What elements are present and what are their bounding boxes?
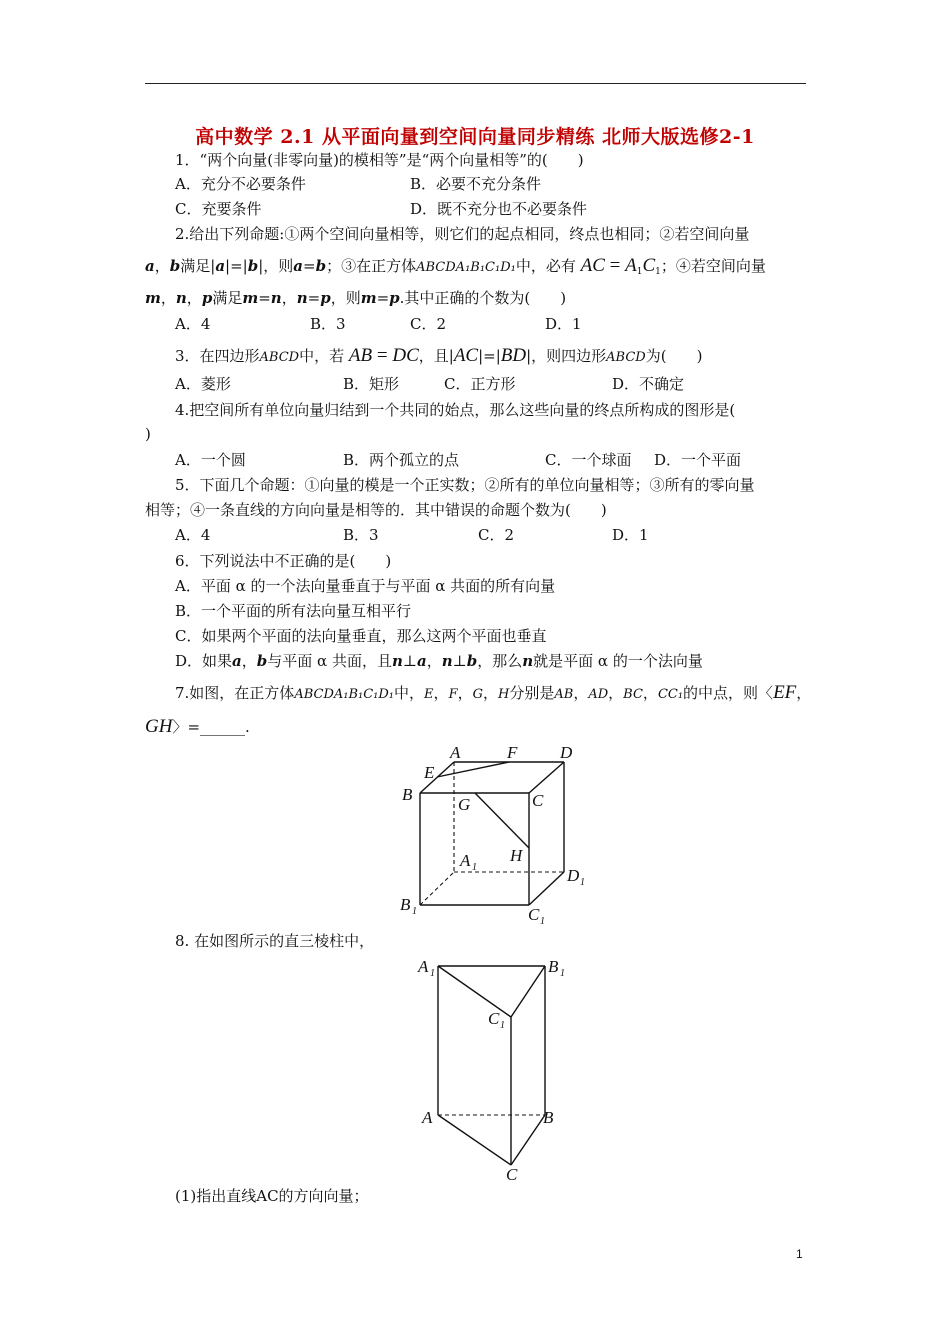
prism-label-a: A [422,1108,433,1127]
cube-label-d1-sub: 1 [580,877,585,888]
cube-label-c: C [532,791,544,810]
prism-label-c: C [506,1165,518,1182]
cube-label-c1-sub: 1 [540,916,545,927]
q4-option-d: D．一个平面 [654,451,742,469]
prism-label-a1: A [418,957,429,976]
prism-figure [410,952,580,1182]
q1-option-b: B．必要不充分条件 [410,175,542,193]
q5-line1: 5．下面几个命题：①向量的模是一个正实数；②所有的单位向量相等；③所有的零向量 [175,476,755,494]
page-number: 1 [796,1247,803,1261]
q4-option-c: C．一个球面 [545,451,632,469]
q1-option-a: A．充分不必要条件 [175,175,306,193]
q2-option-d: D．1 [545,315,582,333]
cube-label-f: F [507,743,518,762]
q3-option-d: D．不确定 [612,375,685,393]
q5-option-b: B．3 [343,526,379,544]
prism-label-c1-sub: 1 [500,1020,505,1031]
q8-subquestion-1: (1)指出直线AC的方向向量； [175,1187,369,1205]
cube-label-d1: D [567,866,580,885]
cube-label-b1: B [400,895,411,914]
q3-option-a: A．菱形 [175,375,231,393]
cube-label-c1: C [528,905,540,924]
q6-option-b: B．一个平面的所有法向量互相平行 [175,602,412,620]
q2-option-c: C．2 [410,315,447,333]
q6-option-d: D．如果a，b与平面 α 共面，且n⊥a，n⊥b，那么n就是平面 α 的一个法向量 [175,652,703,670]
q4-line2: ) [145,425,151,443]
cube-label-e: E [424,763,435,782]
q2-option-b: B．3 [310,315,346,333]
q1-option-c: C．充要条件 [175,200,262,218]
page-title: 高中数学 2.1 从平面向量到空间向量同步精练 北师大版选修2-1 [195,126,755,148]
q2-line1: 2.给出下列命题:①两个空间向量相等，则它们的起点相同，终点也相同；②若空间向量 [175,225,750,243]
q5-option-a: A．4 [175,526,211,544]
prism-label-b: B [543,1108,554,1127]
q3-option-c: C．正方形 [444,375,516,393]
q5-line2: 相等；④一条直线的方向向量是相等的．其中错误的命题个数为( ) [145,501,607,519]
q6-stem: 6．下列说法中不正确的是( ) [175,552,392,570]
q6-option-a: A．平面 α 的一个法向量垂直于与平面 α 共面的所有向量 [175,577,556,595]
q7-line2: GH〉=______. [145,716,250,737]
q8-stem: 8. 在如图所示的直三棱柱中， [175,932,375,950]
prism-label-a1-sub: 1 [430,968,435,979]
q2-option-a: A．4 [175,315,211,333]
header-rule [145,83,806,84]
cube-label-b1-sub: 1 [412,906,417,917]
q3-option-b: B．矩形 [343,375,400,393]
q1-stem: 1．“两个向量(非零向量)的模相等”是“两个向量相等”的( ) [175,151,584,169]
q4-option-a: A．一个圆 [175,451,246,469]
q5-option-c: C．2 [478,526,515,544]
q5-option-d: D．1 [612,526,649,544]
cube-figure [390,740,600,930]
q1-option-d: D．既不充分也不必要条件 [410,200,588,218]
cube-label-a: A [450,743,461,762]
q4-line1: 4.把空间所有单位向量归结到一个共同的始点，那么这些向量的终点所构成的图形是( [175,401,736,419]
cube-label-a1-sub: 1 [472,862,477,873]
q3-stem: 3．在四边形ABCD中，若 AB = DC，且|AC|=|BD|，则四边形ABCD为( ) [175,345,703,366]
cube-label-g: G [458,795,471,814]
cube-label-a1: A [460,851,471,870]
q2-line3: m，n，p满足m=n，n=p，则m=p.其中正确的个数为( ) [145,289,567,307]
prism-label-b1-sub: 1 [560,968,565,979]
cube-label-h: H [510,846,523,865]
cube-label-d: D [560,743,573,762]
q6-option-c: C．如果两个平面的法向量垂直，那么这两个平面也垂直 [175,627,547,645]
prism-label-c1: C [488,1009,500,1028]
q7-line1: 7.如图，在正方体ABCDA₁B₁C₁D₁中，E，F，G，H分别是AB，AD，BC，CC₁的中点，则〈EF， [175,682,812,703]
q4-option-b: B．两个孤立的点 [343,451,460,469]
prism-label-b1: B [548,957,559,976]
q2-line2: a，b满足|a|=|b|，则a=b；③在正方体ABCDA₁B₁C₁D₁中，必有 AC = $A_1C_1$；④若空间向量 [145,255,766,277]
cube-label-b: B [402,785,413,804]
